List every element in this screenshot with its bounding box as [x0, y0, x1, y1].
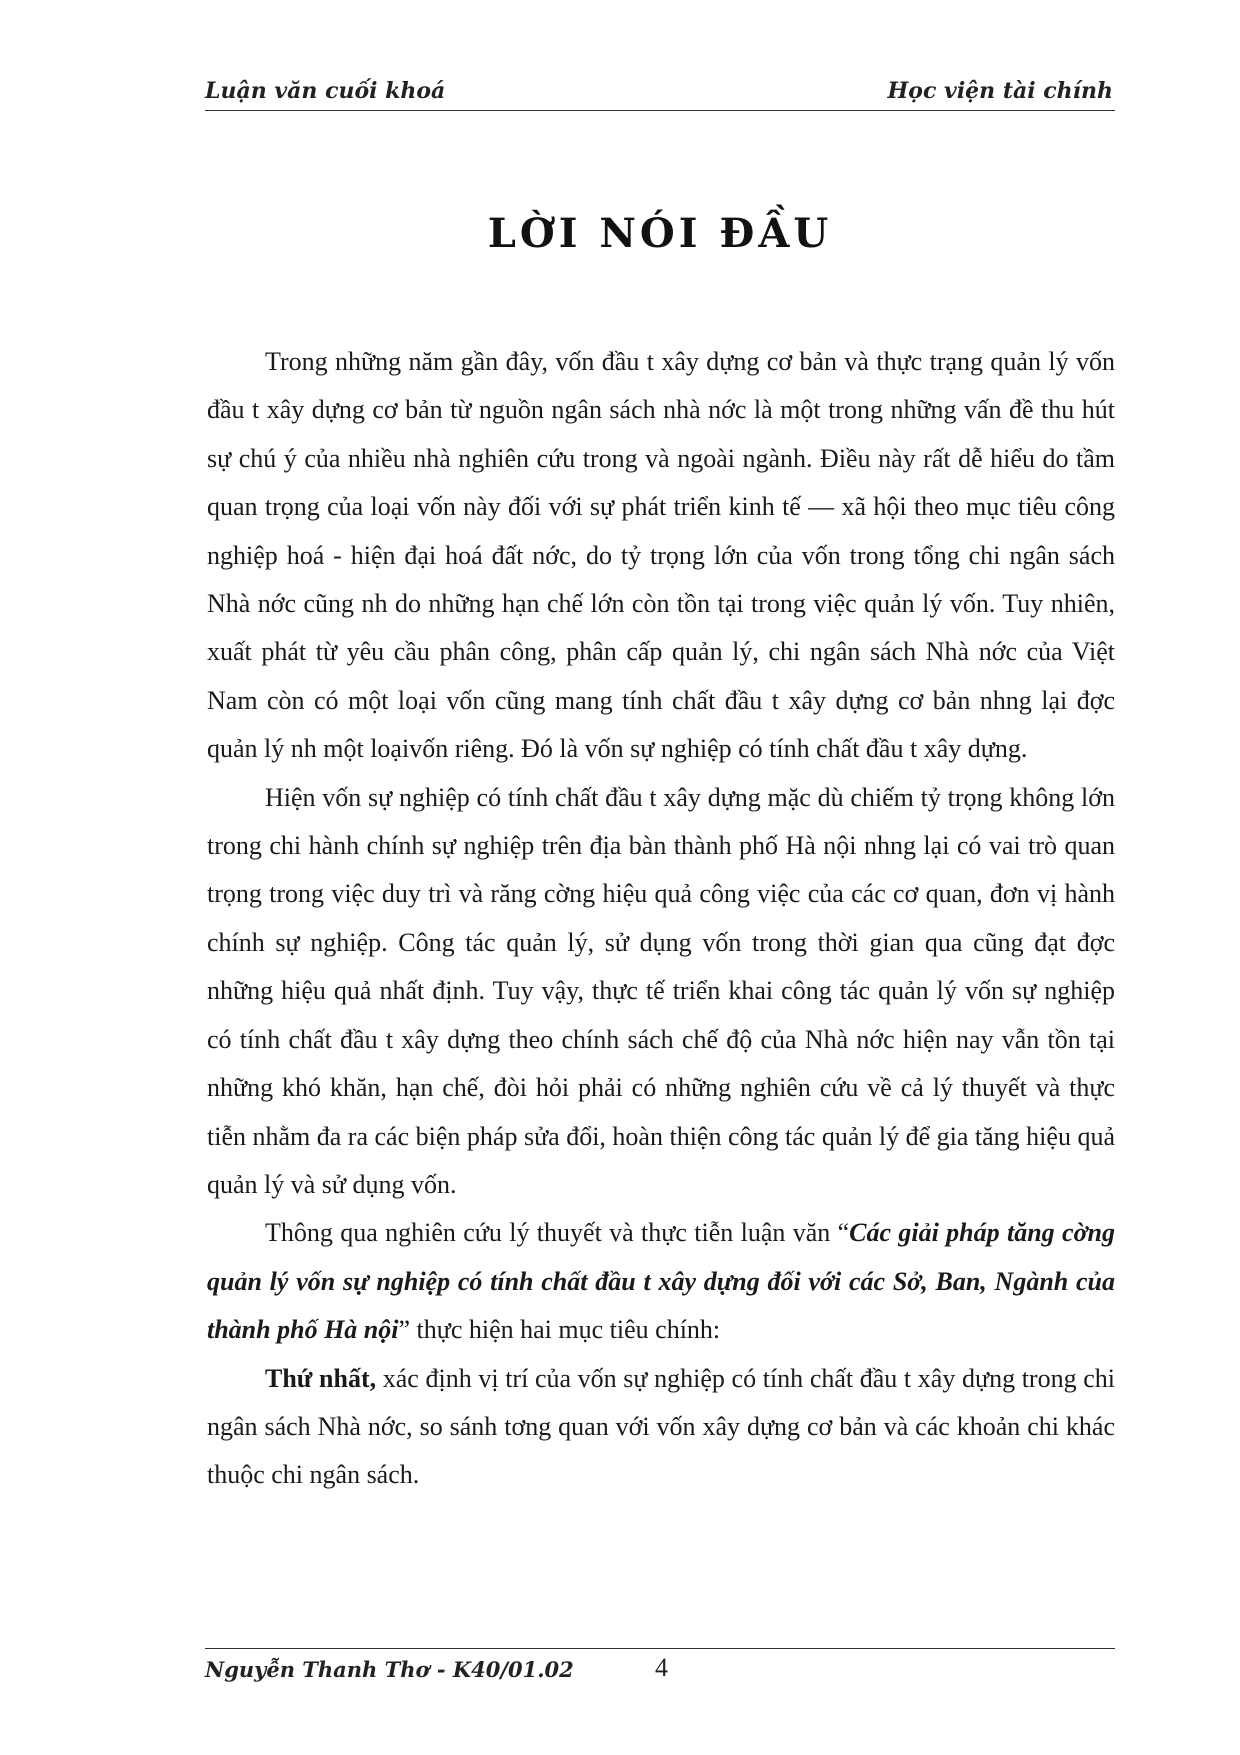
thesis-title: Các giải pháp tăng cờng quản lý vốn sự nghiệp có tính chất đầu t xây dựng đối với các Sở, Ban, Ngành của thành phố Hà nội [207, 1218, 1115, 1345]
paragraph-2: Hiện vốn sự nghiệp có tính chất đầu t xây dựng mặc dù chiếm tỷ trọng không lớn trong chi hành chính sự nghiệp trên địa bàn thành phố Hà nội nhng lại có vai trò quan trọng trong việc duy trì và răng cờng hiệu quả công việc của các cơ quan, đơn vị hành chính sự nghiệp. Công tác quản lý, sử dụng vốn trong thời gian qua cũng đạt đợc những hiệu quả nhất định. Tuy vậy, thực tế triển khai công tác quản lý vốn sự nghiệp có tính chất đầu t xây dựng theo chính sách chế độ của Nhà nớc hiện nay vẫn tồn tại những khó khăn, hạn chế, đòi hỏi phải có những nghiên cứu về cả lý thuyết và thực tiễn nhằm đa ra các biện pháp sửa đổi, hoàn thiện công tác quản lý để gia tăng hiệu quả quản lý và sử dụng vốn. [207, 782, 1115, 1199]
paragraph-4-rest: xác định vị trí của vốn sự nghiệp có tính chất đầu t xây dựng trong chi ngân sách Nhà nớc, so sánh tơng quan với vốn xây dựng cơ bản và các khoản chi khác thuộc chi ngân sách. [207, 1363, 1115, 1490]
page-footer [205, 1648, 1115, 1689]
page-header [205, 76, 1115, 111]
paragraph-3-end: ” thực hiện hai mục tiêu chính: [398, 1315, 721, 1345]
page-title: LỜI NÓI ĐẦU [487, 210, 833, 257]
document-body [207, 338, 1115, 1500]
header-right-text: Học viện tài chính [887, 78, 1113, 104]
page-number: 4 [655, 1653, 668, 1682]
paragraph-3-start: Thông qua nghiên cứu lý thuyết và thực tiễn luận văn “ [265, 1218, 850, 1248]
paragraph-3 [207, 1209, 1115, 1354]
paragraph-4-lead: Thứ nhất, [265, 1363, 377, 1393]
paragraph-4 [207, 1355, 1115, 1500]
header-left-text: Luận văn cuối khoá [205, 78, 446, 104]
footer-author: Nguyễn Thanh Thơ - K40/01.02 [205, 1657, 574, 1682]
paragraph-1: Trong những năm gần đây, vốn đầu t xây dựng cơ bản và thực trạng quản lý vốn đầu t xây dựng cơ bản từ nguồn ngân sách nhà nớc là một trong những vấn đề thu hút sự chú ý của nhiều nhà nghiên cứu trong và ngoài ngành. Điều này rất dễ hiểu do tầm quan trọng của loại vốn này đối với sự phát triển kinh tế — xã hội theo mục tiêu công nghiệp hoá - hiện đại hoá đất nớc, do tỷ trọng lớn của vốn trong tổng chi ngân sách Nhà nớc cũng nh do những hạn chế lớn còn tồn tại trong việc quản lý vốn. Tuy nhiên, xuất phát từ yêu cầu phân công, phân cấp quản lý, chi ngân sách Nhà nớc của Việt Nam còn có một loại vốn cũng mang tính chất đầu t xây dựng cơ bản nhng lại đợc quản lý nh một loạivốn riêng. Đó là vốn sự nghiệp có tính chất đầu t xây dựng. [207, 347, 1115, 764]
